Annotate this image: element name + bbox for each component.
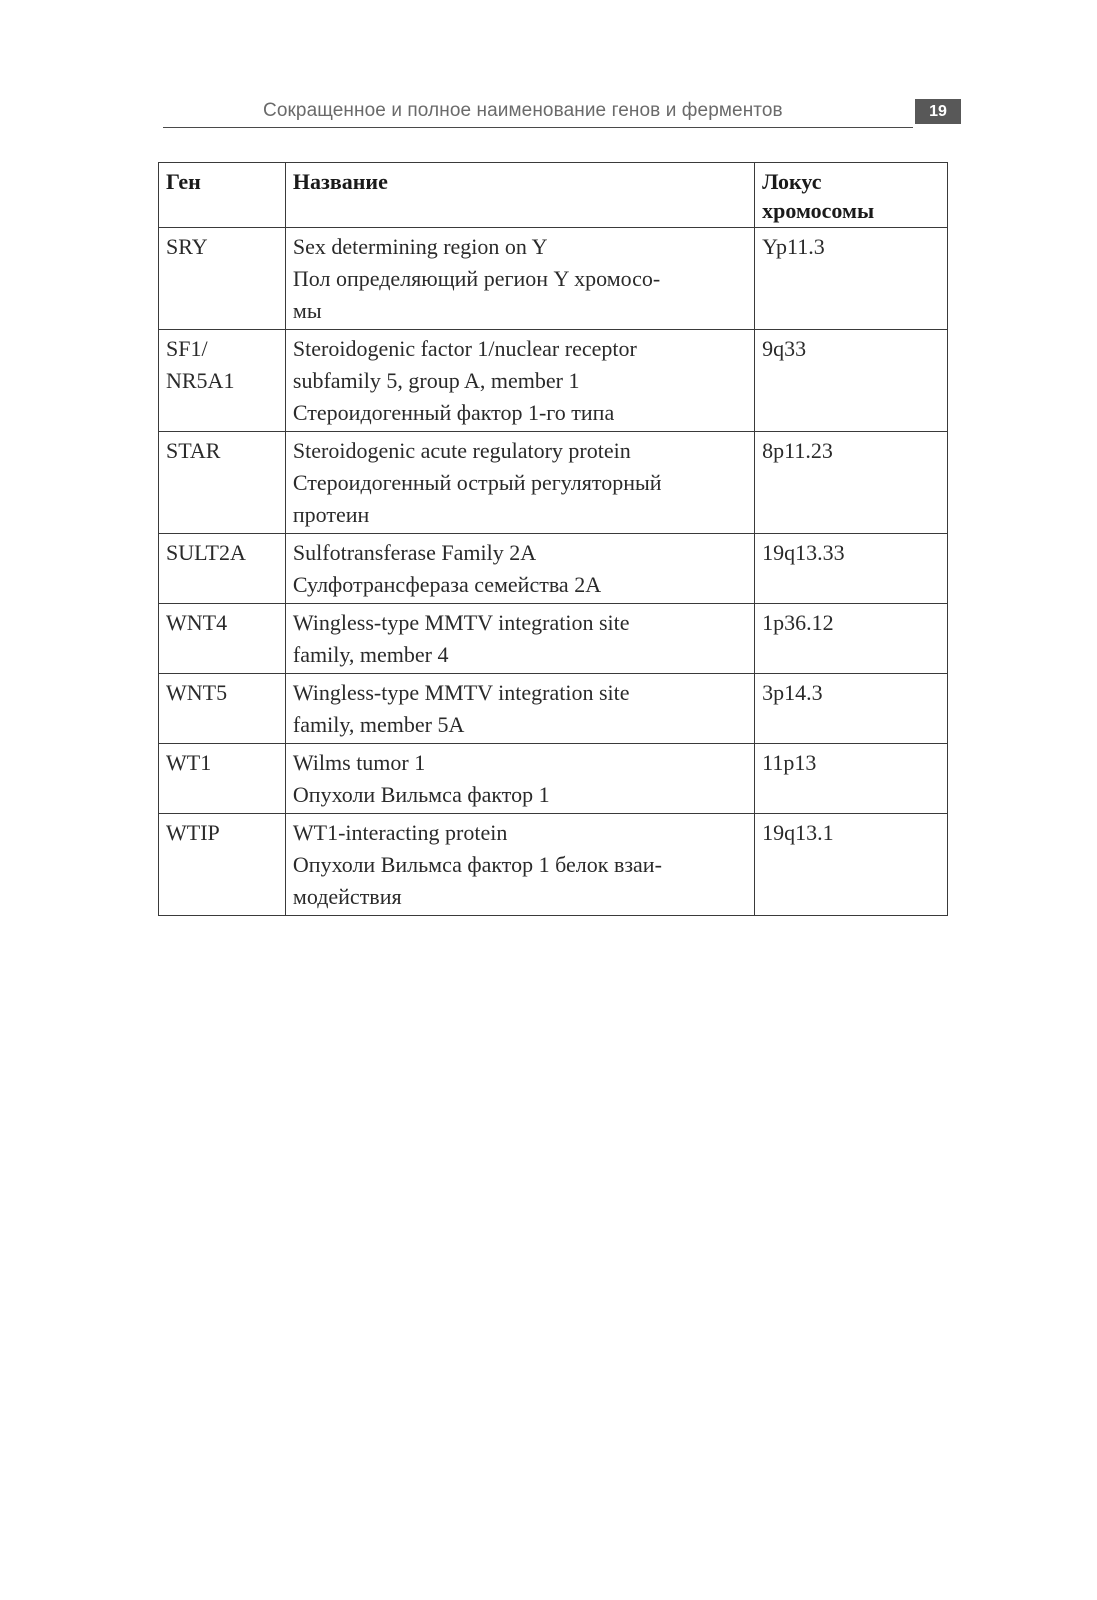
locus-cell: Yp11.3 (755, 228, 948, 330)
locus-cell: 19q13.1 (755, 814, 948, 916)
name-line: Steroidogenic acute regulatory protein (292, 438, 631, 463)
name-cell (285, 744, 754, 814)
gene-cell (159, 604, 286, 674)
name-cell (285, 432, 754, 534)
locus-cell: 1p36.12 (755, 604, 948, 674)
table-row (159, 330, 948, 432)
name-line: WT1-interacting protein (292, 820, 508, 845)
column-header-locus-line: хромосомы (762, 198, 875, 223)
column-header-name: Название (285, 163, 754, 228)
name-line: Стероидогенный острый регуляторный (292, 470, 662, 495)
name-line: Стероидогенный фактор 1-го типа (292, 400, 615, 425)
table-row (159, 432, 948, 534)
gene-symbol: WT1 (166, 750, 212, 775)
name-cell (285, 534, 754, 604)
name-line: модействия (292, 884, 402, 909)
table-row (159, 604, 948, 674)
column-header-locus (755, 163, 948, 228)
locus-cell: 19q13.33 (755, 534, 948, 604)
gene-symbol: STAR (166, 438, 221, 463)
gene-symbol: SF1/ (166, 336, 208, 361)
gene-cell (159, 228, 286, 330)
name-line: Sex determining region on Y (292, 234, 548, 259)
table-header-row (159, 163, 948, 228)
page-number-badge: 19 (915, 99, 961, 124)
gene-symbol: WNT5 (166, 680, 228, 705)
name-line: Опухоли Вильмса фактор 1 белок взаи- (292, 852, 662, 877)
gene-table (158, 162, 948, 916)
running-title: Сокращенное и полное наименование генов и ферментов (263, 100, 783, 121)
locus-cell: 11p13 (755, 744, 948, 814)
name-line: subfamily 5, group A, member 1 (292, 368, 580, 393)
name-line: Wilms tumor 1 (292, 750, 426, 775)
gene-symbol: SRY (166, 234, 208, 259)
name-line: Сулфотрансфераза семейства 2А (292, 572, 602, 597)
locus-cell: 9q33 (755, 330, 948, 432)
name-cell (285, 674, 754, 744)
name-cell (285, 228, 754, 330)
locus-cell: 8p11.23 (755, 432, 948, 534)
name-line: Пол определяющий регион Y хромосо- (292, 266, 661, 291)
table-row (159, 814, 948, 916)
name-cell (285, 330, 754, 432)
table-row (159, 534, 948, 604)
name-line: Wingless-type MMTV integration site (292, 610, 630, 635)
name-line: family, member 5A (292, 712, 465, 737)
header-rule (163, 127, 913, 128)
name-line: Sulfotransferase Family 2A (292, 540, 537, 565)
column-header-locus-line: Локус (762, 169, 822, 194)
name-cell (285, 814, 754, 916)
name-line: мы (292, 298, 322, 323)
name-line: протеин (292, 502, 370, 527)
table-row (159, 674, 948, 744)
gene-cell (159, 814, 286, 916)
gene-symbol: WNT4 (166, 610, 228, 635)
gene-cell (159, 432, 286, 534)
locus-cell: 3p14.3 (755, 674, 948, 744)
column-header-gene: Ген (159, 163, 286, 228)
gene-cell (159, 330, 286, 432)
name-line: Wingless-type MMTV integration site (292, 680, 630, 705)
gene-symbol: WTIP (166, 820, 220, 845)
gene-cell (159, 534, 286, 604)
table-row (159, 744, 948, 814)
gene-cell (159, 744, 286, 814)
table-row (159, 228, 948, 330)
gene-symbol: SULT2A (166, 540, 246, 565)
name-cell (285, 604, 754, 674)
name-line: family, member 4 (292, 642, 449, 667)
gene-symbol: NR5A1 (166, 368, 235, 393)
running-head (163, 96, 963, 130)
name-line: Steroidogenic factor 1/nuclear receptor (292, 336, 637, 361)
gene-cell (159, 674, 286, 744)
name-line: Опухоли Вильмса фактор 1 (292, 782, 550, 807)
